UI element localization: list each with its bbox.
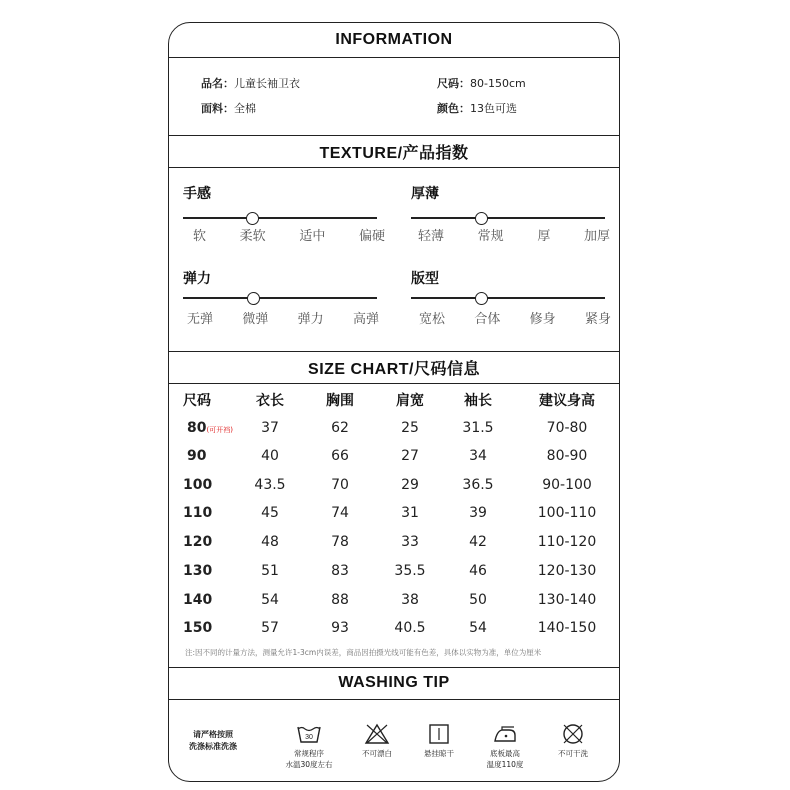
size-cell: 42 (469, 534, 487, 550)
wash-temp: 30 (305, 734, 313, 741)
size-cell: 36.5 (462, 477, 494, 493)
texture-option: 紧身 (584, 312, 611, 327)
size-cell: 100-110 (537, 505, 597, 521)
texture-slider-thickness (411, 217, 605, 219)
wash-item (279, 723, 339, 770)
size-table-row (169, 502, 620, 524)
size-table-row (169, 417, 620, 439)
size-cell: 74 (331, 505, 349, 521)
texture-option: 修身 (529, 312, 556, 327)
size-cell: 48 (261, 534, 279, 550)
texture-slider-elasticity (183, 297, 377, 299)
slider-knob (475, 212, 488, 225)
texture-option: 轻薄 (418, 229, 445, 244)
size-cell: 57 (261, 620, 279, 636)
texture-options-fit (419, 308, 611, 327)
size-cell: 110-120 (537, 534, 597, 550)
texture-title-elasticity: 弹力 (183, 271, 211, 287)
texture-title-thickness: 厚薄 (411, 186, 439, 202)
size-cell: 46 (469, 563, 487, 579)
size-cell: 45 (261, 505, 279, 521)
size-cell: 90 (187, 448, 207, 464)
texture-option: 合体 (474, 312, 501, 327)
texture-option: 宽松 (419, 312, 446, 327)
size-header-cell: 胸围 (326, 393, 354, 409)
size-cell: 70-80 (546, 420, 588, 436)
wash-label: 不可漂白 (362, 749, 392, 758)
size-cell: 93 (331, 620, 349, 636)
size-table-row (169, 445, 620, 467)
size-table-row (169, 474, 620, 496)
info-size (437, 75, 526, 91)
size-cell: 100 (183, 477, 213, 493)
size-cell: 50 (469, 592, 487, 608)
info-fabric-value: 全棉 (234, 102, 256, 115)
texture-option: 微弹 (242, 312, 269, 327)
size-cell: 43.5 (254, 477, 286, 493)
wash-label: 温度110度 (486, 760, 524, 769)
slider-knob (475, 292, 488, 305)
slider-knob (247, 292, 260, 305)
size-cell: 51 (261, 563, 279, 579)
size-header-cell: 建议身高 (539, 393, 595, 409)
size-chart-header: SIZE CHART/尺码信息 (308, 360, 480, 378)
wash-label: 底板最高 (490, 749, 520, 758)
size-cell: 90-100 (542, 477, 592, 493)
texture-option: 偏硬 (358, 229, 385, 244)
washing-intro-line2: 洗涤标准洗涤 (189, 742, 237, 751)
size-header-cell: 衣长 (256, 393, 284, 409)
size-table-header (169, 389, 620, 411)
no-bleach-icon (364, 723, 390, 745)
wash-item (543, 723, 603, 759)
wash-item (347, 723, 407, 759)
size-cell: 40 (261, 448, 279, 464)
texture-title-feel: 手感 (183, 186, 211, 202)
size-cell: 25 (401, 420, 419, 436)
size-cell: 62 (331, 420, 349, 436)
size-cell: 88 (331, 592, 349, 608)
info-color-label: 颜色： (437, 102, 470, 115)
info-fabric (201, 100, 256, 116)
wash-label: 悬挂晾干 (424, 749, 454, 758)
size-cell: 38 (401, 592, 419, 608)
size-header-cell: 袖长 (464, 393, 492, 409)
info-color-value: 13色可选 (470, 102, 517, 115)
divider (169, 383, 619, 384)
wash-item (475, 723, 535, 770)
iron-icon (492, 723, 518, 745)
texture-option: 无弹 (187, 312, 214, 327)
info-name (201, 75, 300, 91)
wash-label: 水温30度左右 (285, 760, 333, 769)
size-table-row (169, 531, 620, 553)
size-cell: 29 (401, 477, 419, 493)
size-cell: 80-90 (546, 448, 588, 464)
info-name-value: 儿童长袖卫衣 (234, 77, 300, 90)
size-cell: 130-140 (537, 592, 597, 608)
divider (169, 699, 619, 700)
size-cell: 31.5 (462, 420, 494, 436)
size-cell: 66 (331, 448, 349, 464)
size-cell: 70 (331, 477, 349, 493)
texture-slider-fit (411, 297, 605, 299)
product-info-card (168, 22, 620, 782)
texture-option: 柔软 (239, 229, 266, 244)
slider-knob (246, 212, 259, 225)
size-cell: 140-150 (537, 620, 597, 636)
size-cell: 31 (401, 505, 419, 521)
texture-option: 高弹 (352, 312, 379, 327)
texture-option: 弹力 (297, 312, 324, 327)
size-cell: 110 (183, 505, 213, 521)
size-cell (169, 420, 237, 436)
texture-title-fit: 版型 (411, 271, 439, 287)
size-table-row (169, 617, 620, 639)
hang-dry-icon (426, 723, 452, 745)
size-cell: 120 (183, 534, 213, 550)
texture-options-thickness (418, 225, 610, 244)
no-dry-clean-icon (560, 723, 586, 745)
size-cell: 120-130 (537, 563, 597, 579)
size-cell: 130 (183, 563, 213, 579)
wash-label: 常规程序 (294, 749, 324, 758)
size-cell: 54 (261, 592, 279, 608)
texture-option: 常规 (477, 229, 504, 244)
info-fabric-label: 面料： (201, 102, 234, 115)
size-cell: 37 (261, 420, 279, 436)
size-cell: 34 (469, 448, 487, 464)
texture-options-feel (193, 225, 385, 244)
size-cell: 35.5 (394, 563, 426, 579)
divider (169, 167, 619, 168)
size-table-row (169, 589, 620, 611)
size-note: 注:因不同的计量方法，测量允许1-3cm内误差，商品因拍摄光线可能有色差，具体以实物为准，单位为厘米 (185, 648, 542, 657)
information-header: INFORMATION (335, 31, 453, 48)
washing-intro-line1: 请严格按照 (193, 730, 233, 739)
texture-header: TEXTURE/产品指数 (319, 144, 469, 162)
texture-option: 厚 (537, 229, 551, 244)
size-table-row (169, 560, 620, 582)
texture-option: 适中 (299, 229, 326, 244)
size-cell: 140 (183, 592, 213, 608)
texture-option: 加厚 (583, 229, 610, 244)
wash-label: 不可干洗 (558, 749, 588, 758)
info-size-label: 尺码： (437, 77, 470, 90)
size-cell: 33 (401, 534, 419, 550)
size-header-cell: 肩宽 (396, 393, 424, 409)
size-cell: 40.5 (394, 620, 426, 636)
size-tag: (可开裆) (206, 426, 233, 434)
info-color (437, 100, 517, 116)
washing-tip-header: WASHING TIP (338, 674, 450, 691)
size-cell: 39 (469, 505, 487, 521)
size-cell: 27 (401, 448, 419, 464)
size-header-cell: 尺码 (183, 393, 211, 409)
size-cell: 54 (469, 620, 487, 636)
texture-slider-feel (183, 217, 377, 219)
info-name-label: 品名： (201, 77, 234, 90)
size-cell: 83 (331, 563, 349, 579)
size-value: 80 (187, 420, 207, 436)
washing-intro (189, 729, 237, 753)
texture-option: 软 (193, 229, 207, 244)
info-size-value: 80-150cm (470, 77, 526, 90)
size-cell: 150 (183, 620, 213, 636)
wash-30-icon (296, 723, 322, 745)
wash-item (409, 723, 469, 759)
texture-options-elasticity (187, 308, 379, 327)
size-cell: 78 (331, 534, 349, 550)
divider (169, 57, 619, 58)
